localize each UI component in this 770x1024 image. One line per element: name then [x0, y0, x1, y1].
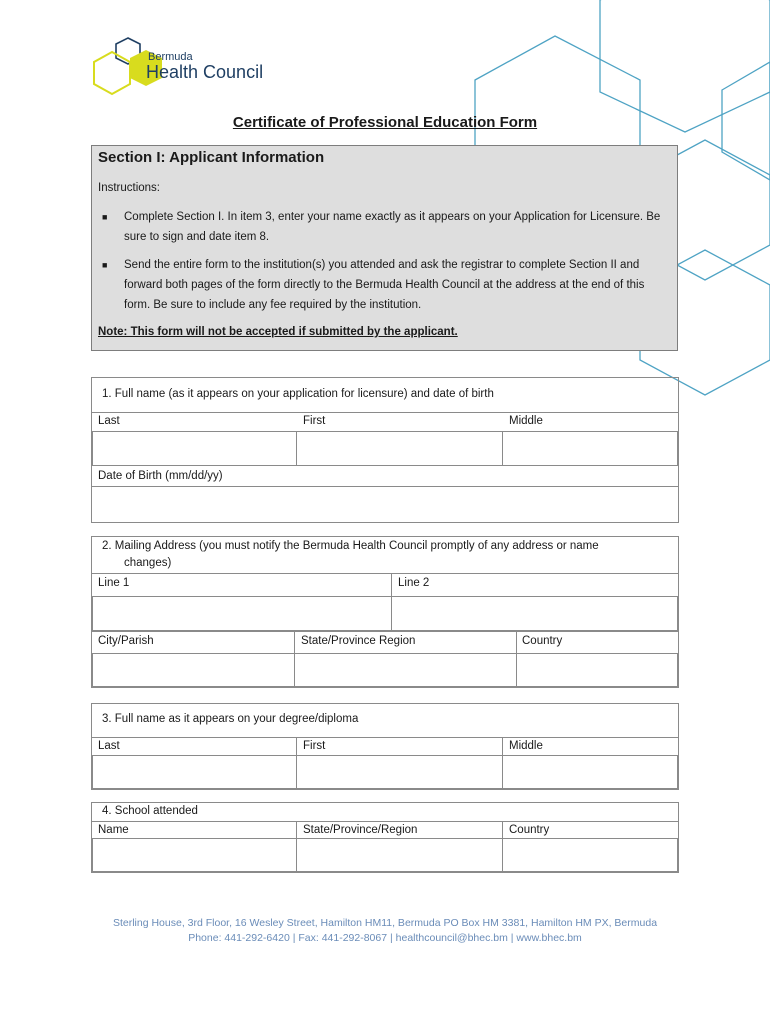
item1-dob-input[interactable]	[92, 486, 678, 522]
instructions-label: Instructions:	[98, 182, 160, 194]
logo	[88, 36, 268, 102]
item3-first-name-input[interactable]	[296, 755, 503, 789]
item4-school-state-input[interactable]	[296, 838, 503, 872]
section-applicant-information	[91, 145, 678, 351]
bullet-square-icon: ■	[102, 212, 108, 222]
bullet-square-icon: ■	[102, 260, 108, 270]
item1-full-name-block	[91, 377, 679, 523]
form-title: Certificate of Professional Education Form	[232, 114, 538, 131]
item2-mailing-address-block	[91, 536, 679, 688]
item2-line1-label: Line 1	[98, 577, 130, 589]
logo-text-bermuda: Bermuda	[148, 51, 193, 63]
item2-city-label: City/Parish	[98, 635, 154, 647]
footer-address: Sterling House, 3rd Floor, 16 Wesley Street, Hamilton HM11, Bermuda PO Box HM 3381, Hamilton HM PX, Bermuda	[112, 917, 658, 929]
item2-state-label: State/Province Region	[301, 635, 416, 647]
item3-last-name-input[interactable]	[92, 755, 297, 789]
item4-country-label: Country	[509, 824, 550, 836]
item2-line2-input[interactable]	[391, 596, 678, 631]
item4-state-label: State/Province/Region	[303, 824, 418, 836]
item3-first-label: First	[303, 740, 326, 752]
item2-city-input[interactable]	[92, 653, 295, 687]
item1-middle-name-input[interactable]	[502, 431, 678, 466]
item1-dob-label: Date of Birth (mm/dd/yy)	[98, 470, 223, 482]
item1-last-label: Last	[98, 415, 120, 427]
item2-line2-label: Line 2	[398, 577, 430, 589]
item1-first-label: First	[303, 415, 326, 427]
item2-country-label: Country	[522, 635, 563, 647]
item3-degree-name-block	[91, 703, 679, 790]
bullet-text: Complete Section I. In item 3, enter your name exactly as it appears on your Application for Licensure. Be sure to sign and date item 8.	[124, 211, 661, 243]
bullet-text: Send the entire form to the institution(s) you attended and ask the registrar to complete Section II and forward both pages of the form directly to the Bermuda Health Council at the address at the end of this form. Be sure to include any fee required by the institution.	[124, 259, 645, 311]
logo-text-health-council: Health Council	[146, 62, 264, 82]
item1-header: 1. Full name (as it appears on your application for licensure) and date of birth	[102, 388, 494, 400]
item2-header: 2. Mailing Address (you must notify the Bermuda Health Council promptly of any address or name	[102, 540, 599, 552]
item1-middle-label: Middle	[509, 415, 543, 427]
item3-header: 3. Full name as it appears on your degree/diploma	[102, 713, 359, 725]
item2-header-continued: changes)	[124, 557, 172, 569]
item2-state-input[interactable]	[294, 653, 517, 687]
hexagon-shape	[600, 0, 770, 132]
item4-school-block	[91, 802, 679, 873]
footer-contact: Phone: 441-292-6420 | Fax: 441-292-8067 | healthcouncil@bhec.bm | www.bhec.bm	[188, 932, 582, 944]
section-heading: Section I: Applicant Information	[98, 149, 325, 166]
item2-line1-input[interactable]	[92, 596, 392, 631]
item3-middle-label: Middle	[509, 740, 543, 752]
item1-first-name-input[interactable]	[296, 431, 503, 466]
item4-header: 4. School attended	[102, 805, 198, 817]
item2-country-input[interactable]	[516, 653, 678, 687]
item4-name-label: Name	[98, 824, 129, 836]
item3-middle-name-input[interactable]	[502, 755, 678, 789]
item4-school-name-input[interactable]	[92, 838, 297, 872]
item3-last-label: Last	[98, 740, 120, 752]
item4-school-country-input[interactable]	[502, 838, 678, 872]
submission-note: Note: This form will not be accepted if submitted by the applicant.	[98, 326, 458, 338]
item1-last-name-input[interactable]	[92, 431, 297, 466]
